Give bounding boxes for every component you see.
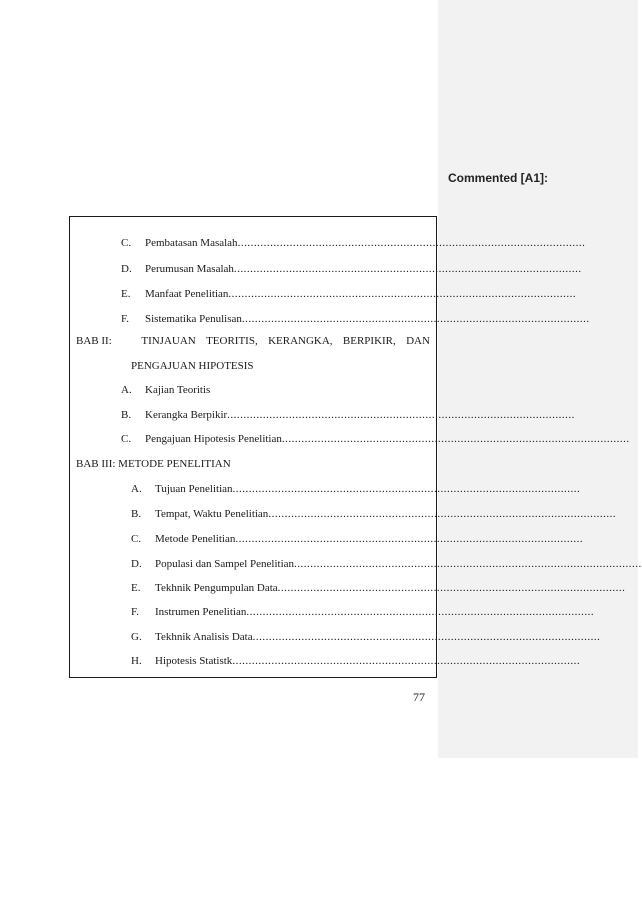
toc-letter: D. — [131, 558, 142, 570]
page-number: 77 — [413, 690, 425, 704]
toc-leader: ........................................................................................................... — [227, 409, 575, 421]
toc-letter: A. — [121, 384, 132, 396]
toc-title: Perumusan Masalah — [145, 263, 234, 275]
toc-leader: ........................................................................................................... — [277, 582, 626, 594]
chapter-word: BERPIKIR, — [342, 335, 396, 347]
toc-letter: A. — [131, 483, 142, 495]
toc-letter: F. — [131, 606, 139, 618]
toc-letter: C. — [121, 237, 132, 249]
toc-title: Pembatasan Masalah — [145, 237, 238, 249]
toc-letter: C. — [121, 433, 132, 445]
toc-leader: ........................................................................................................... — [233, 263, 582, 275]
chapter-number: BAB II: — [76, 335, 112, 347]
toc-leader: ........................................................................................................... — [281, 433, 630, 445]
toc-leader: ........................................................................................................... — [268, 508, 617, 520]
toc-title: Pengajuan Hipotesis Penelitian — [145, 433, 282, 445]
toc-leader: ........................................................................................................... — [232, 655, 581, 667]
toc-leader: ........................................................................................................... — [241, 313, 590, 325]
toc-title: Manfaat Penelitian — [145, 288, 229, 300]
toc-chapter-bab2-continuation: PENGAJUAN HIPOTESIS — [131, 360, 254, 372]
toc-title: Metode Penelitian — [155, 533, 236, 545]
toc-title: Sistematika Penulisan — [145, 313, 242, 325]
chapter-word: KERANGKA, — [268, 335, 333, 347]
toc-letter: D. — [121, 263, 132, 275]
toc-letter: E. — [121, 288, 131, 300]
comment-pane — [438, 0, 638, 758]
toc-leader: ........................................................................................................... — [232, 483, 581, 495]
toc-letter: B. — [121, 409, 132, 421]
toc-title: Hipotesis Statistk — [155, 655, 233, 667]
toc-title: Tekhnik Pengumpulan Data — [155, 582, 278, 594]
toc-title: Tekhnik Analisis Data — [155, 631, 253, 643]
comment-label: Commented [A1]: — [448, 171, 549, 185]
toc-chapter-bab2[interactable] — [76, 334, 430, 348]
toc-title: Tujuan Penelitian — [155, 483, 233, 495]
toc-leader: ........................................................................................................... — [246, 606, 595, 618]
toc-title: Kajian Teoritis — [145, 384, 211, 396]
toc-letter: G. — [131, 631, 142, 643]
toc-leader: ........................................................................................................... — [235, 533, 584, 545]
chapter-word: DAN — [406, 335, 430, 347]
toc-title: Instrumen Penelitian — [155, 606, 247, 618]
chapter-word: TEORITIS, — [206, 335, 258, 347]
toc-title: Kerangka Berpikir — [145, 409, 228, 421]
toc-title: Populasi dan Sampel Penelitian — [155, 558, 295, 570]
toc-leader: ........................................................................................................... — [294, 558, 642, 570]
toc-letter: E. — [131, 582, 141, 594]
toc-chapter-bab3[interactable]: BAB III: METODE PENELITIAN — [76, 458, 231, 470]
toc-letter: C. — [131, 533, 142, 545]
toc-leader: ........................................................................................................... — [237, 237, 586, 249]
toc-leader: ........................................................................................................... — [252, 631, 601, 643]
toc-letter: B. — [131, 508, 142, 520]
toc-leader: ........................................................................................................... — [228, 288, 577, 300]
toc-letter: H. — [131, 655, 142, 667]
toc-title: Tempat, Waktu Penelitian — [155, 508, 269, 520]
toc-letter: F. — [121, 313, 129, 325]
chapter-word: TINJAUAN — [141, 335, 196, 347]
